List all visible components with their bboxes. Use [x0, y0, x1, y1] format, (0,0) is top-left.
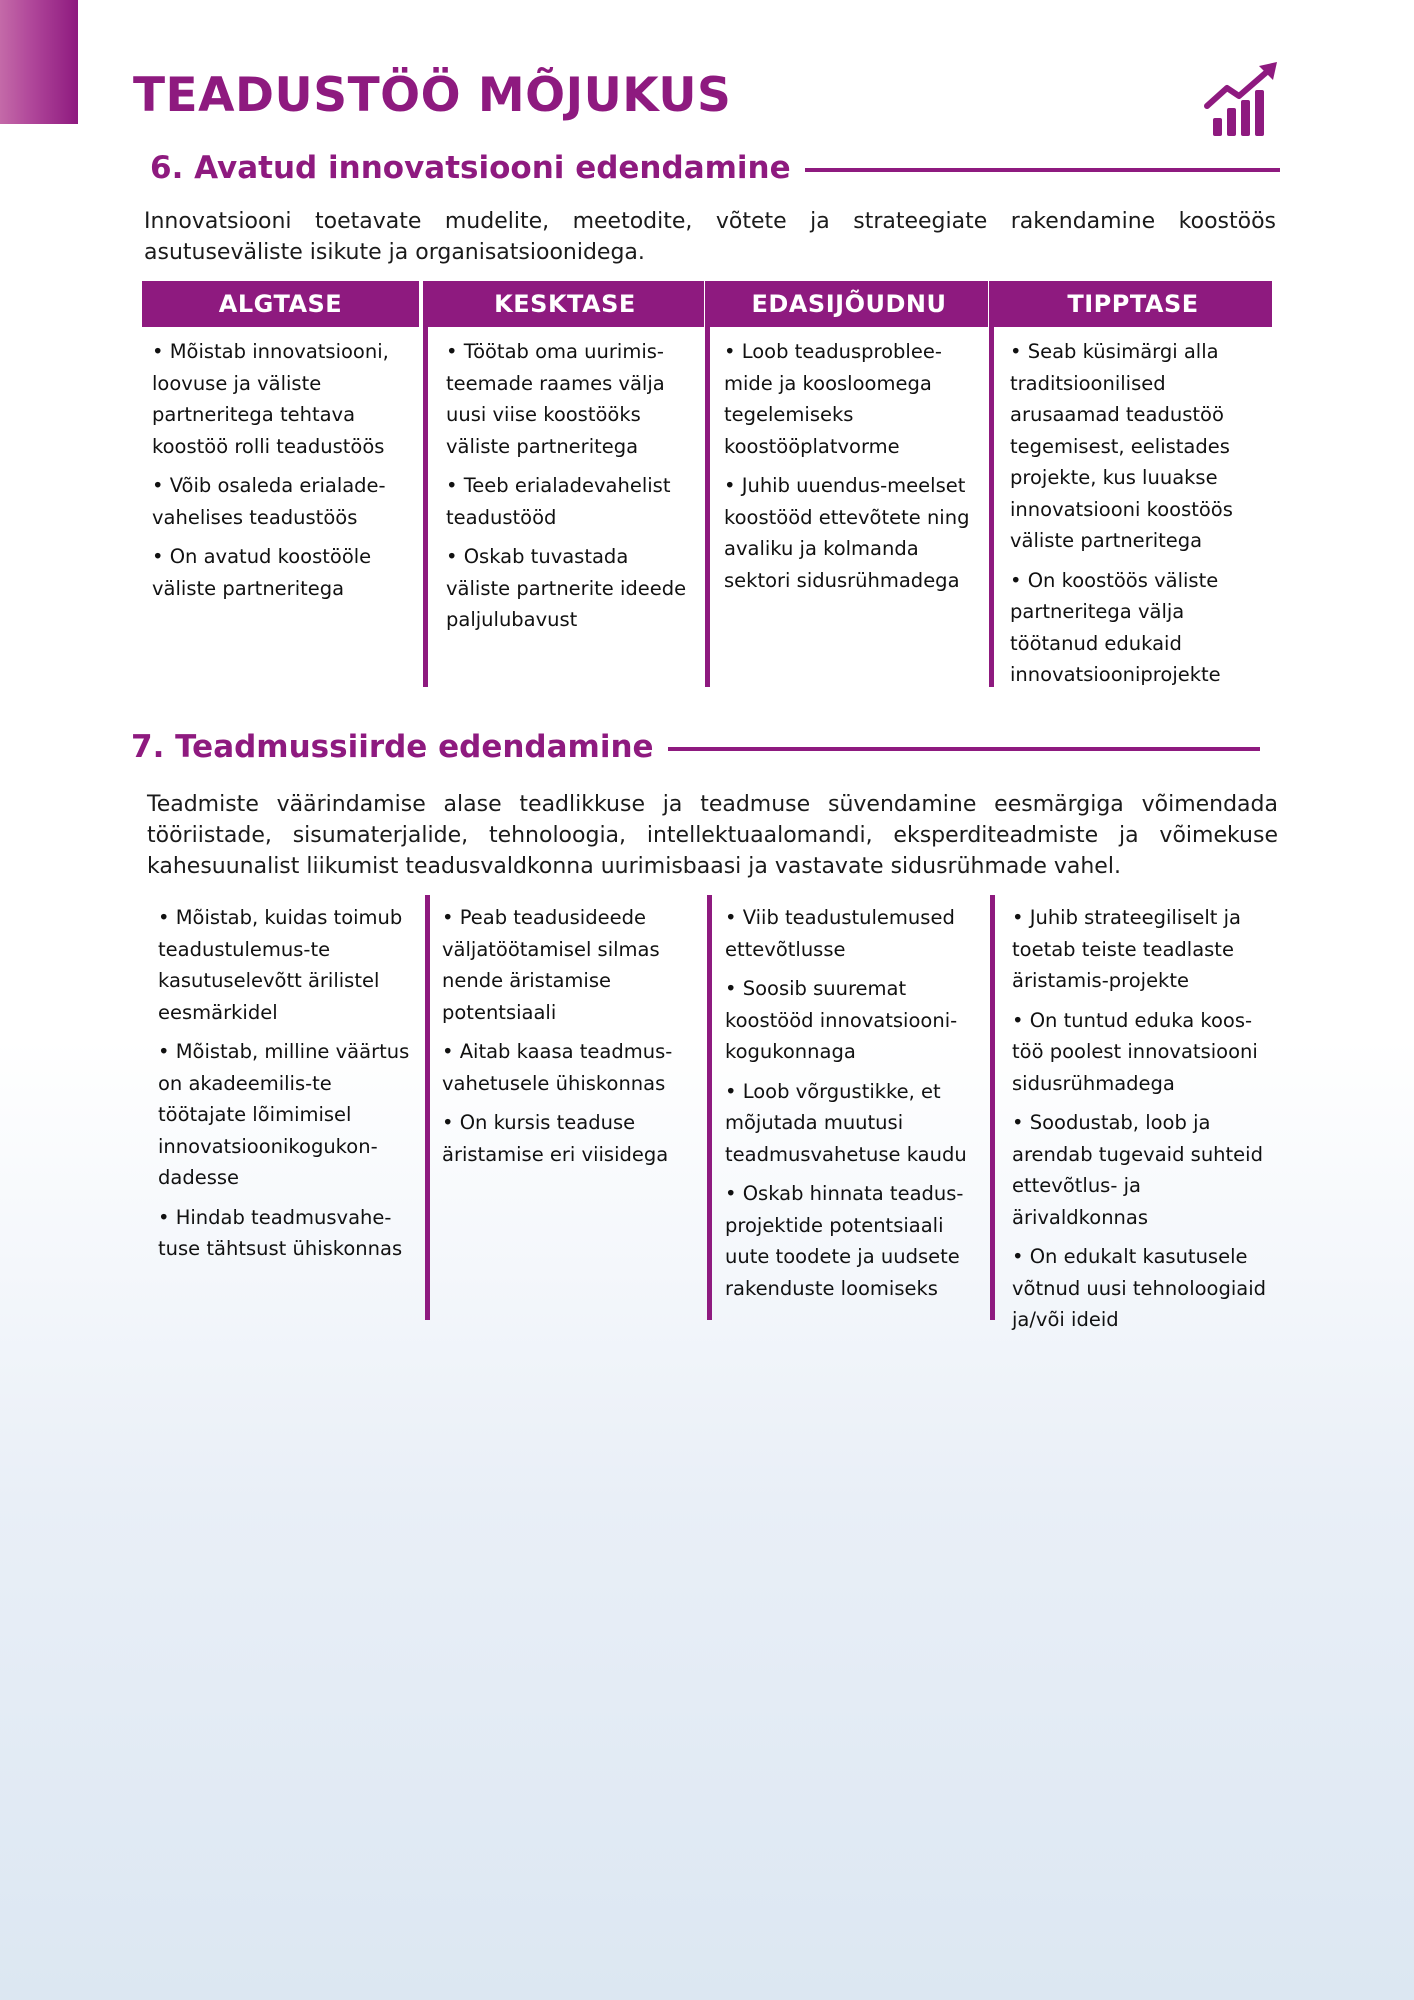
list-item: • Loob teadusproblee-mide ja koosloomega tegelemiseks koostööplatvorme — [724, 336, 976, 462]
chart-growth-icon-bar — [1241, 100, 1250, 136]
chart-growth-icon-bar — [1213, 118, 1222, 136]
list-item: • Teeb erialadevahelist teadustööd — [446, 470, 694, 533]
list-item: • Töötab oma uurimis-teemade raames välja uusi viise koostööks väliste partneritega — [446, 336, 694, 462]
section-6-heading-text: 6. Avatud innovatsiooni edendamine — [150, 150, 791, 186]
level-header-tipptase: TIPPTASE — [994, 281, 1272, 327]
section-7-column-3 — [725, 902, 981, 1312]
column-divider — [425, 895, 430, 1320]
section-7-heading-text: 7. Teadmussiirde edendamine — [131, 729, 654, 765]
list-item: • Peab teadusideede väljatöötamisel silmas nende äristamise potentsiaali — [442, 902, 696, 1028]
list-item: • Hindab teadmusvahe-tuse tähtsust ühiskonnas — [158, 1202, 416, 1265]
level-header-algtase: ALGTASE — [142, 281, 419, 327]
list-item: • Aitab kaasa teadmus-vahetusele ühiskonnas — [442, 1036, 696, 1099]
list-item: • Mõistab innovatsiooni, loovuse ja väliste partneritega tehtava koostöö rolli teadustöös — [152, 336, 414, 462]
column-divider — [707, 895, 712, 1320]
list-item: • Viib teadustulemused ettevõtlusse — [725, 902, 981, 965]
section-6-column-kesktase — [446, 336, 694, 644]
section-7-column-1 — [158, 902, 416, 1273]
list-item: • Võib osaleda erialade-vahelises teadustöös — [152, 470, 414, 533]
list-item: • Seab küsimärgi alla traditsioonilised arusaamad teadustöö tegemisest, eelistades projekte, kus luuakse innovatsiooni koostöös väliste partneritega — [1010, 336, 1272, 557]
level-header-edasijoudnu: EDASIJÕUDNU — [710, 281, 988, 327]
section-6-column-edasijoudnu — [724, 336, 976, 604]
section-7-heading-rule — [668, 747, 1260, 751]
list-item: • On kursis teaduse äristamise eri viisidega — [442, 1107, 696, 1170]
list-item: • Mõistab, kuidas toimub teadustulemus-te kasutuselevõtt ärilistel eesmärkidel — [158, 902, 416, 1028]
section-7-column-2 — [442, 902, 696, 1178]
list-item: • Juhib strateegiliselt ja toetab teiste teadlaste äristamis-projekte — [1012, 902, 1276, 997]
list-item: • Loob võrgustikke, et mõjutada muutusi teadmusvahetuse kaudu — [725, 1076, 981, 1171]
section-6-heading — [150, 150, 1280, 186]
section-7-column-4 — [1012, 902, 1276, 1344]
section-6-intro: Innovatsiooni toetavate mudelite, meetodite, võtete ja strateegiate rakendamine koostöös asutuseväliste isikute ja organisatsioonidega. — [144, 209, 1276, 265]
section-7-heading — [131, 729, 1260, 765]
list-item: • Mõistab, milline väärtus on akadeemilis-te töötajate lõimimisel innovatsioonikogukon-dadesse — [158, 1036, 416, 1194]
list-item: • On avatud koostööle väliste partneritega — [152, 541, 414, 604]
chart-growth-icon-bar — [1255, 90, 1264, 136]
section-6-column-algtase — [152, 336, 414, 612]
section-7-intro: Teadmiste väärindamise alase teadlikkuse ja teadmuse süvendamine eesmärgiga võimendada tööriistade, sisumaterjalide, tehnoloogia, intellektuaalomandi, eksperditeadmiste ja võimekuse kahesuunalist liikumist teadusvaldkonna uurimisbaasi ja vastavate sidusrühmade vahel. — [147, 792, 1278, 879]
section-6-heading-rule — [805, 168, 1280, 172]
list-item: • On koostöös väliste partneritega välja töötanud edukaid innovatsiooniprojekte — [1010, 565, 1272, 691]
column-divider — [423, 281, 428, 687]
chart-growth-icon — [1203, 62, 1283, 138]
corner-accent — [0, 0, 78, 124]
list-item: • Soodustab, loob ja arendab tugevaid suhteid ettevõtlus- ja ärivaldkonnas — [1012, 1107, 1276, 1233]
column-divider — [705, 281, 710, 687]
list-item: • On tuntud eduka koos-töö poolest innovatsiooni sidusrühmadega — [1012, 1005, 1276, 1100]
list-item: • On edukalt kasutusele võtnud uusi tehnoloogiaid ja/või ideid — [1012, 1241, 1276, 1336]
page-title: TEADUSTÖÖ MÕJUKUS — [133, 68, 732, 123]
level-header-kesktase: KESKTASE — [426, 281, 704, 327]
list-item: • Juhib uuendus-meelset koostööd ettevõtete ning avaliku ja kolmanda sektori sidusrühmadega — [724, 470, 976, 596]
list-item: • Oskab tuvastada väliste partnerite ideede paljulubavust — [446, 541, 694, 636]
column-divider — [990, 895, 995, 1320]
section-6-column-tipptase — [1010, 336, 1272, 699]
column-divider — [989, 281, 994, 687]
list-item: • Soosib suuremat koostööd innovatsiooni-kogukonnaga — [725, 973, 981, 1068]
chart-growth-icon-bar — [1227, 108, 1236, 136]
list-item: • Oskab hinnata teadus-projektide potentsiaali uute toodete ja uudsete rakenduste loomiseks — [725, 1178, 981, 1304]
